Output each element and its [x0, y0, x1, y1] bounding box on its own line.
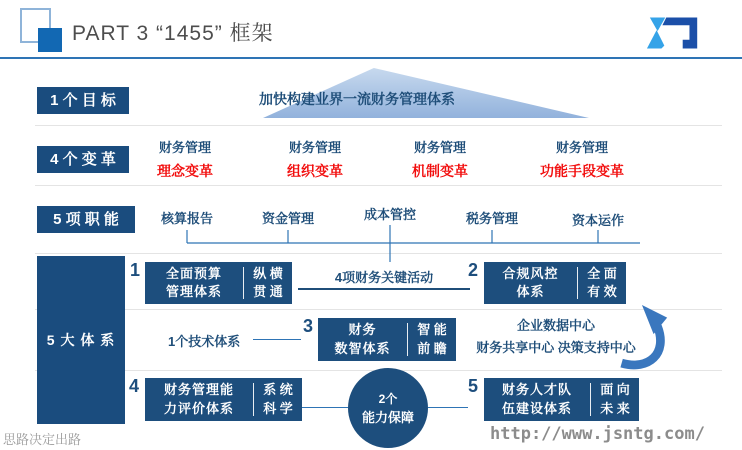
change-value: 功能手段变革 [540, 163, 624, 179]
grid-line [35, 185, 722, 186]
function-item: 税务管理 [465, 211, 518, 226]
system-box-talent [484, 378, 639, 421]
change-category: 财务管理 [158, 140, 211, 155]
circle-connector-right [428, 407, 468, 408]
tech-system-label: 1个技术体系 [168, 334, 241, 349]
data-center-label: 企业数据中心 [516, 318, 595, 333]
system-box-name: 全面预算 管理体系 [165, 265, 222, 299]
change-category: 财务管理 [555, 140, 608, 155]
system-box-name: 合规风控 体系 [502, 265, 559, 299]
change-category: 财务管理 [288, 140, 341, 155]
system-number: 2 [468, 260, 479, 280]
system-box-tag: 系 统 科 学 [263, 382, 293, 416]
watermark-url: http://www.jsntg.com/ [490, 424, 705, 444]
change-value: 理念变革 [157, 163, 213, 179]
systems-row-label: 5 大 体 系 [37, 256, 125, 424]
header-divider [0, 57, 742, 59]
circle-connector-left [302, 407, 348, 408]
ntg-logo-icon [645, 13, 703, 53]
system-box-name: 财务人才队 伍建设体系 [501, 382, 572, 416]
change-item [110, 137, 260, 156]
tech-system-connector [253, 339, 301, 340]
system-box-name: 财务管理能 力评价体系 [163, 382, 234, 416]
functions-bracket-connector [150, 225, 670, 265]
function-item: 资本运作 [571, 213, 624, 228]
changes-row-label: 4 个 变 革 [37, 146, 129, 173]
watermark-slogan: 思路决定出路 [3, 432, 82, 447]
system-number: 1 [130, 260, 141, 280]
system-box-tag: 全 面 有 效 [587, 265, 617, 299]
logo-square-icon [38, 28, 62, 52]
curved-arrow-icon [610, 301, 672, 371]
system-box-tag: 纵 横 贯 通 [253, 265, 283, 299]
system-box-budget [145, 262, 292, 304]
function-item: 成本管控 [363, 207, 416, 222]
change-item [507, 137, 657, 156]
change-value: 组织变革 [287, 163, 343, 179]
key-activities-underline [298, 288, 470, 290]
functions-row-label: 5 项 职 能 [37, 206, 135, 233]
system-box-name: 财务 数智体系 [334, 322, 391, 356]
system-box-compliance [484, 262, 626, 304]
system-box-evaluation [145, 378, 302, 421]
system-number: 4 [129, 376, 140, 396]
change-category: 财务管理 [413, 140, 466, 155]
capability-circle: 2个 能力保障 [348, 368, 428, 448]
goal-banner-text: 加快构建业界一流财务管理体系 [259, 91, 455, 107]
grid-line [35, 125, 722, 126]
page-title: PART 3 “1455” 框架 [72, 22, 274, 45]
change-value: 机制变革 [412, 163, 468, 179]
system-box-tag: 面 向 未 来 [600, 382, 630, 416]
key-activities-label: 4项财务关键活动 [334, 270, 434, 285]
shared-center-label: 财务共享中心 决策支持中心 [476, 340, 636, 355]
change-item [365, 137, 515, 156]
system-box-digital [318, 318, 456, 361]
system-number: 3 [303, 316, 314, 336]
goal-row-label: 1 个 目 标 [37, 87, 129, 114]
function-item: 资金管理 [261, 211, 314, 226]
function-item: 核算报告 [160, 211, 213, 226]
system-box-tag: 智 能 前 瞻 [417, 322, 447, 356]
system-number: 5 [468, 376, 479, 396]
